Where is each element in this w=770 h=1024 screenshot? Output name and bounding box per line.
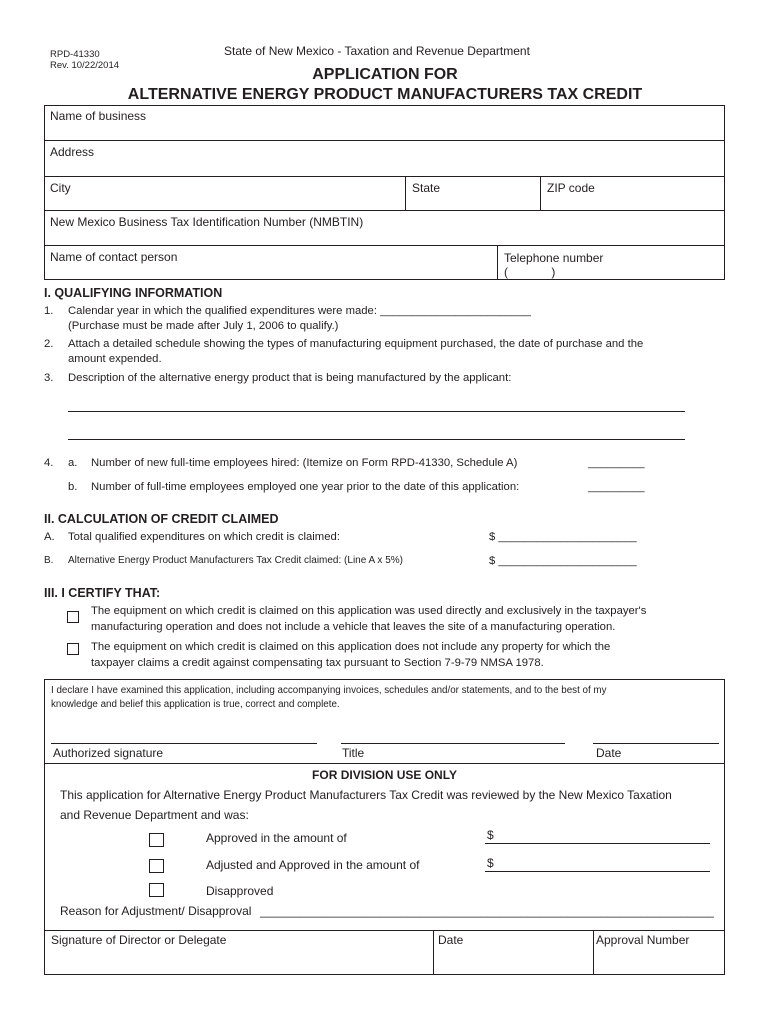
adjusted-label: Adjusted and Approved in the amount of (206, 858, 420, 872)
item4a-letter: a. (68, 457, 78, 469)
state-field[interactable] (405, 176, 541, 211)
business-name-field[interactable] (44, 105, 725, 141)
item1-number: 1. (44, 305, 54, 317)
state-label: State (412, 181, 441, 195)
cert1-checkbox[interactable] (67, 611, 79, 623)
division-use-box (44, 763, 725, 975)
address-field[interactable] (44, 141, 725, 177)
form-title-line1: APPLICATION FOR (312, 66, 458, 83)
section1-heading: I. QUALIFYING INFORMATION (44, 286, 223, 300)
telephone-parens: ( ) (504, 265, 556, 279)
item1-note: (Purchase must be made after July 1, 2006 to qualify.) (68, 320, 339, 332)
lineA-amount[interactable]: $ ______________________ (489, 531, 637, 543)
lineA-text: Total qualified expenditures on which credit is claimed: (68, 531, 340, 543)
approval-number-label[interactable]: Approval Number (596, 933, 690, 947)
item2-line2: amount expended. (68, 353, 162, 365)
nmbtin-label: New Mexico Business Tax Identification Number (NMBTIN) (50, 215, 364, 229)
title-label: Title (342, 746, 365, 760)
business-name-label: Name of business (50, 109, 147, 123)
director-signature-label[interactable]: Signature of Director or Delegate (51, 933, 227, 947)
disapproved-label: Disapproved (206, 884, 274, 898)
item3-text: Description of the alternative energy product that is being manufactured by the applicant: (68, 372, 512, 384)
approval-divider (593, 930, 594, 975)
approved-checkbox[interactable] (149, 833, 164, 847)
disapproved-checkbox[interactable] (149, 883, 164, 897)
item4a-text: Number of new full-time employees hired: (Itemize on Form RPD-41330, Schedule A) (91, 457, 518, 469)
contact-person-field[interactable] (44, 245, 498, 280)
division-divider (45, 930, 724, 931)
cert1-line1: The equipment on which credit is claimed on this application was used directly and exclusively in the taxpayer's (91, 605, 647, 617)
nmbtin-field[interactable] (44, 210, 725, 246)
city-field[interactable] (44, 176, 406, 211)
date-line[interactable] (593, 743, 719, 744)
cert2-line2: taxpayer claims a credit against compensating tax pursuant to Section 7-9-79 NMSA 1978. (91, 657, 544, 669)
telephone-field[interactable] (497, 245, 725, 280)
lineB-text: Alternative Energy Product Manufacturers Tax Credit claimed: (Line A x 5%) (68, 555, 403, 566)
adjusted-checkbox[interactable] (149, 859, 164, 873)
zip-label: ZIP code (547, 181, 595, 195)
division-intro-line2: and Revenue Department and was: (60, 808, 249, 822)
item4b-letter: b. (68, 481, 78, 493)
item3-number: 3. (44, 372, 54, 384)
title-line[interactable] (341, 743, 565, 744)
division-intro-line1: This application for Alternative Energy Product Manufacturers Tax Credit was reviewed by the New Mexico Taxation (60, 788, 672, 802)
item2-number: 2. (44, 338, 54, 350)
item4-number: 4. (44, 457, 54, 469)
reason-blank[interactable]: ____________________________________________________________________ (260, 904, 714, 918)
revision-date: Rev. 10/22/2014 (50, 60, 120, 71)
item4b-text: Number of full-time employees employed one year prior to the date of this application: (91, 481, 520, 493)
lineA-letter: A. (44, 531, 55, 543)
declaration-line2: knowledge and belief this application is true, correct and complete. (51, 699, 340, 710)
date-label: Date (596, 746, 622, 760)
city-label: City (50, 181, 71, 195)
approved-dollar: $ (487, 828, 494, 842)
cert2-line1: The equipment on which credit is claimed on this application does not include any property for which the (91, 641, 611, 653)
date-divider (433, 930, 434, 975)
lineB-amount[interactable]: $ ______________________ (489, 555, 637, 567)
cert2-checkbox[interactable] (67, 643, 79, 655)
item4a-blank[interactable]: _________ (588, 457, 645, 469)
department-name: State of New Mexico - Taxation and Revenue Department (224, 44, 530, 58)
adjusted-dollar: $ (487, 856, 494, 870)
section3-heading: III. I CERTIFY THAT: (44, 586, 161, 600)
approved-amount-line[interactable] (485, 843, 710, 844)
declaration-box (44, 679, 725, 764)
telephone-label: Telephone number (504, 251, 604, 265)
approved-label: Approved in the amount of (206, 831, 347, 845)
item3-answer-line2[interactable] (68, 439, 685, 440)
signature-label: Authorized signature (53, 746, 164, 760)
item3-answer-line1[interactable] (68, 411, 685, 412)
reason-label: Reason for Adjustment/ Disapproval (60, 904, 252, 918)
adjusted-amount-line[interactable] (485, 871, 710, 872)
item1-text[interactable]: Calendar year in which the qualified expenditures were made: ________________________ (68, 305, 531, 317)
address-label: Address (50, 145, 95, 159)
cert1-line2: manufacturing operation and does not include a vehicle that leaves the site of a manufacturing operation. (91, 621, 616, 633)
zip-field[interactable] (540, 176, 725, 211)
form-title-line2: ALTERNATIVE ENERGY PRODUCT MANUFACTURERS TAX CREDIT (127, 86, 643, 103)
division-date-label[interactable]: Date (438, 933, 464, 947)
lineB-letter: B. (44, 555, 54, 566)
signature-line[interactable] (51, 743, 317, 744)
item2-line1: Attach a detailed schedule showing the types of manufacturing equipment purchased, the date of purchase and the (68, 338, 644, 350)
form-number: RPD-41330 (50, 49, 100, 60)
section2-heading: II. CALCULATION OF CREDIT CLAIMED (44, 512, 279, 526)
declaration-line1: I declare I have examined this application, including accompanying invoices, schedules and/or statements, and to the best of my (51, 685, 607, 696)
item4b-blank[interactable]: _________ (588, 481, 645, 493)
contact-person-label: Name of contact person (50, 250, 178, 264)
division-use-heading: FOR DIVISION USE ONLY (312, 768, 457, 782)
